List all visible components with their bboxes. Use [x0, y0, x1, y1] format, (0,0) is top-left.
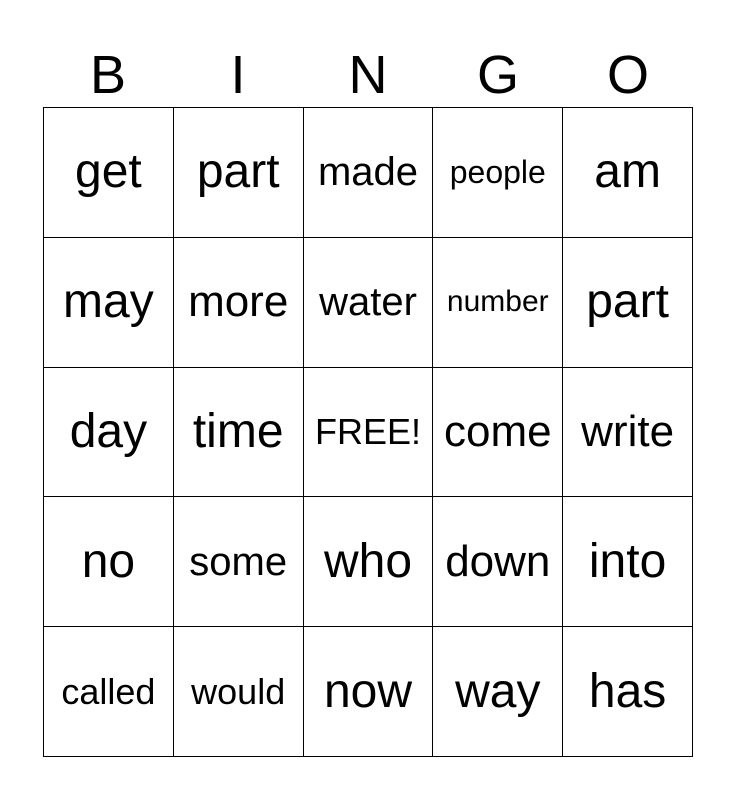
- bingo-cell[interactable]: into: [563, 497, 693, 627]
- bingo-cell[interactable]: way: [433, 627, 563, 757]
- bingo-cell[interactable]: write: [563, 368, 693, 498]
- bingo-cell[interactable]: am: [563, 108, 693, 238]
- bingo-cell[interactable]: come: [433, 368, 563, 498]
- bingo-card-grid: [43, 107, 693, 757]
- bingo-cell[interactable]: made: [304, 108, 434, 238]
- header-letter-o: O: [606, 45, 649, 105]
- bingo-cell[interactable]: water: [304, 238, 434, 368]
- bingo-cell[interactable]: part: [563, 238, 693, 368]
- bingo-cell[interactable]: may: [44, 238, 174, 368]
- bingo-cell[interactable]: more: [174, 238, 304, 368]
- bingo-cell[interactable]: people: [433, 108, 563, 238]
- bingo-cell[interactable]: down: [433, 497, 563, 627]
- header-letter-n: N: [348, 45, 388, 105]
- bingo-cell[interactable]: number: [433, 238, 563, 368]
- bingo-cell[interactable]: called: [44, 627, 174, 757]
- header-letter-i: I: [230, 45, 246, 105]
- free-space-cell[interactable]: FREE!: [304, 368, 434, 498]
- bingo-header: [43, 42, 693, 108]
- header-letter-b: B: [89, 45, 127, 105]
- bingo-cell[interactable]: day: [44, 368, 174, 498]
- bingo-cell[interactable]: some: [174, 497, 304, 627]
- bingo-cell[interactable]: who: [304, 497, 434, 627]
- bingo-cell[interactable]: has: [563, 627, 693, 757]
- bingo-cell[interactable]: no: [44, 497, 174, 627]
- bingo-cell[interactable]: time: [174, 368, 304, 498]
- bingo-cell[interactable]: would: [174, 627, 304, 757]
- header-letter-g: G: [476, 45, 519, 105]
- bingo-cell[interactable]: get: [44, 108, 174, 238]
- bingo-cell[interactable]: part: [174, 108, 304, 238]
- bingo-cell[interactable]: now: [304, 627, 434, 757]
